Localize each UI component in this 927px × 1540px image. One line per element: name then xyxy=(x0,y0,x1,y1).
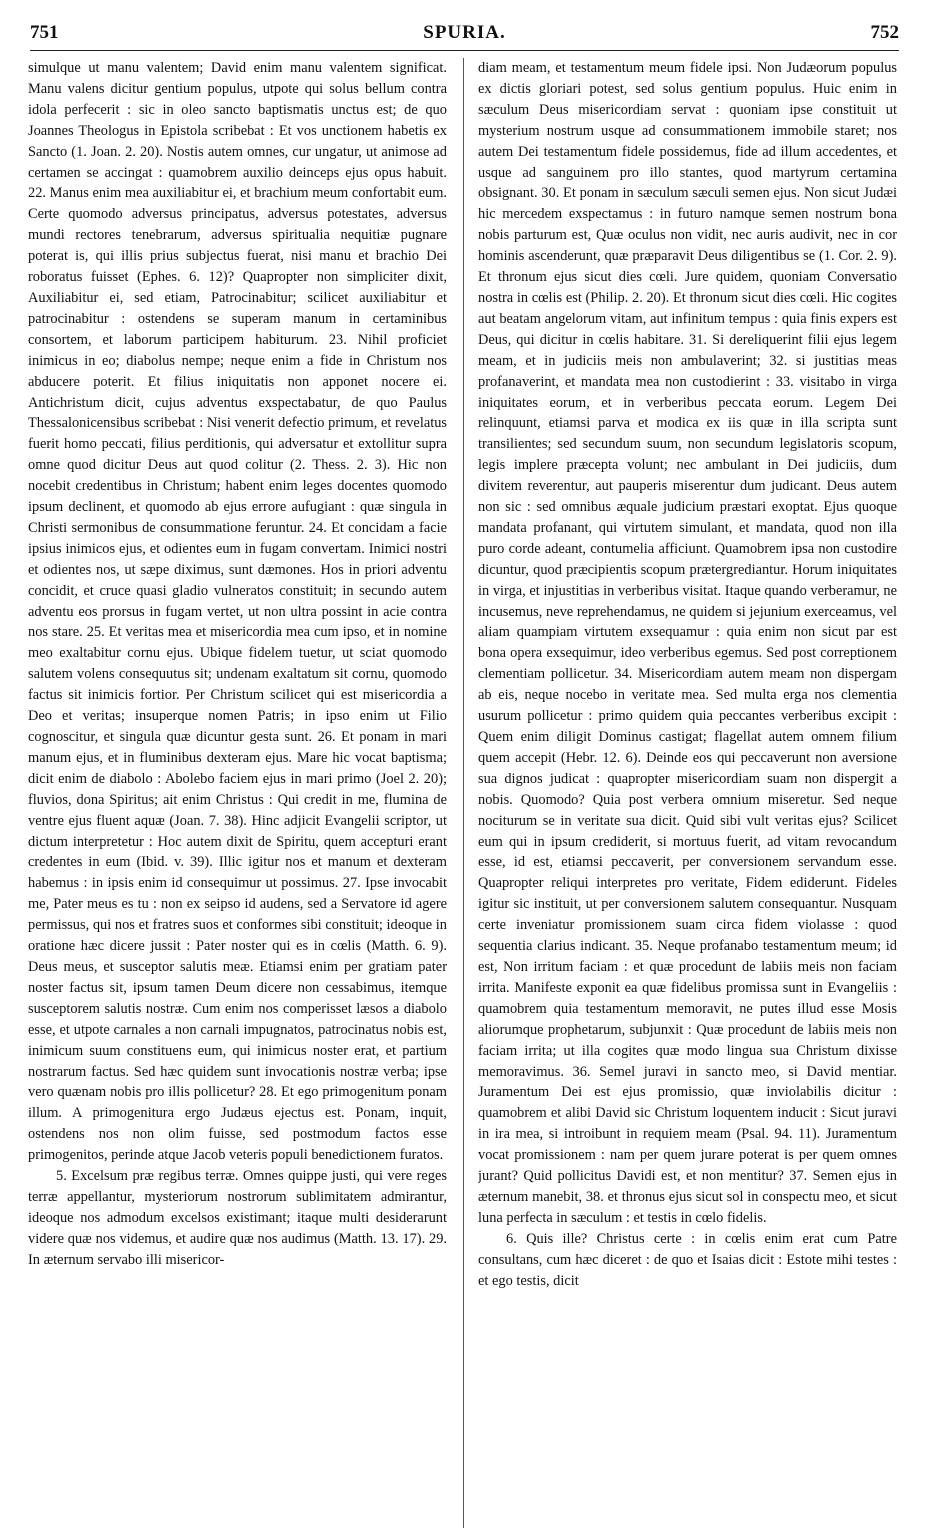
page-number-left: 751 xyxy=(30,22,59,43)
page-number-right: 752 xyxy=(870,22,899,43)
running-title: SPURIA. xyxy=(423,22,506,43)
left-paragraph-2: 5. Excelsum præ regibus terræ. Omnes quippe justi, qui vere reges terræ appellantur, mysteriorum nostrorum sublimitatem admirantur, ideoque nos admodum excelsos existimant; itaque multi desiderarunt videre quæ nos videmus, et audire quæ nos audimus (Matth. 13. 17). 29. In æternum servabo illi misericor- xyxy=(28,1168,447,1268)
right-paragraph-1: diam meam, et testamentum meum fidele ipsi. Non Judæorum populus ex dictis gloriari potest, sed solus gentium populus. Huic enim in sæculum Deus misericordiam servat : quoniam ipse constituit ut mysterium nostrum usque ad consummationem immobile staret; nos autem Dei testamentum fidele possidemus, fide ad illum accedentes, et usque ad sanguinem pro illo stantes, quod martyrum certamina obsignant. 30. Et ponam in sæculum sæculi semen ejus. Non sicut Judæi hic mercedem exspectamus : in futuro namque semen nostrum bona nobis parturum est, Quæ oculus non vidit, nec auris audivit, nec in cor hominis ascenderunt, quæ præparavit Deus diligentibus se (1. Cor. 2. 9). Et thronum ejus sicut dies cœli. Jure quidem, quoniam Conversatio nostra in cœlis est (Philip. 2. 20). Et thronum sicut dies cœli. Hic cogites aut beatam angelorum vitam, aut infinitum tempus : quia finis expers est Deus, qui dicitur in cœlis habitare. 31. Si dereliquerint filii ejus legem meam, et in judiciis meis non ambulaverint; 32. si justitias meas profanaverint, et mandata mea non custodierint : 33. visitabo in virga iniquitates eorum, et in verberibus peccata eorum. Legem Dei relinquunt, etiamsi parva et modica ex iis quæ in illa scripta sunt transilientes; sed secundum suum, non secundum legislatoris scopum, legis implere præcepta volunt; nec ambulant in Dei judiciis, dum divitem reverentur, aut pauperis miserentur dum judicant. Deus autem non sic : sed omnibus æquale judicium præstari exoptat. Ejus quoque mandata profanant, qui virtutem simulant, et mandata, quod non illa puro corde adeant, contumelia afficiunt. Quamobrem ipsa non custodire dicuntur, quod præcipientis scopum prætergrediantur. Horum iniquitates in virga, et injustitias in verberibus visitat. Itaque quando verberamur, ne incusemus, neve reprehendamus, ne quidem si jejunium exerceamus, vel aliam quampiam virtutem exsequamur : quia enim non sicut par est bona opera exsequimur, ideo verberibus egemus. Sed post correptionem clementiam pollicetur. 34. Misericordiam autem meam non dispergam ab eis, neque nocebo in veritate mea. Sed multa erga nos clementia usurum pollicetur : primo quidem quia peccantes verberibus excipit : Quem enim diligit Dominus castigat; flagellat autem omnem filium quem accepit (Hebr. 12. 6). Deinde eos qui peccaverunt non aversione sua dignos judicat : quapropter misericordiam suam non dispergit a nobis. Quomodo? Quia post verbera omnium miseretur. Sed neque nociturum se in veritate sua dicit. Quid sibi vult veritas ejus? Scilicet eum qui in ipsum crediderit, si mortuus fuerit, ad vitam revocandum esse, id est, etiamsi peccaverit, per conversionem servandum esse. Quapropter reliqui interpretes pro veritate, Fidem ediderunt. Fideles igitur sic instituit, ut per conversionem salutem consequantur. Nusquam certe inveniatur promissionem suam circa fidem violasse : quod sequentia clarius indicant. 35. Neque profanabo testamentum meum; id est, Non irritum faciam : et quæ procedunt de labiis meis non faciam irrita. Manifeste exponit ea quæ fidelibus promissa sunt in Evangeliis : quamobrem quia testamentum memoravit, ne putes illud esse Mosis aliorumque prophetarum, subjunxit : Quæ procedunt de labiis meis non faciam irrita; ut illa cogites quæ modo lingua sua Christum dixisse memoravimus. 36. Semel juravi in sancto meo, si David mentiar. Juramentum Dei est ejus promissio, quæ inviolabilis dicitur : quamobrem et alibi David sic Christum loquentem inducit : Sicut juravi in ira mea, si introibunt in requiem meam (Psal. 94. 11). Juramentum vocat promissionem : nam per quem jurare poterat is per quem omnes jurant? Quid pollicitus Davidi est, et non mentitur? 37. Semen ejus in æternum manebit, 38. et thronus ejus sicut sol in conspectu meo, et sicut luna perfecta in sæculum : et testis in cœlo fidelis. xyxy=(478,60,897,1226)
page-header xyxy=(30,22,899,50)
left-paragraph-1: simulque ut manu valentem; David enim manu valentem significat. Manu valens dicitur gentium populus, utpote qui solus bellum contra idola perfecerit : sic in oleo sancto baptismatis unctus est; de quo Joannes Theologus in Epistola scribebat : Et vos unctionem habetis ex Sancto (1. Joan. 2. 20). Nostis autem omnes, cur ungatur, ut animose ad certamen se accingat : quamobrem auxilio deinceps ejus opus habuit. 22. Manus enim mea auxiliabitur ei, et brachium meum confortabit eum. Certe quomodo adversus principatus, adversus potestates, adversus mundi rectores tenebrarum, adversus spiritualia nequitiæ pugnare poterat is, qui illis prius subjectus fuerat, nisi manu et brachio Dei roboratus fuisset (Ephes. 6. 12)? Quapropter non simpliciter dixit, Auxiliabitur ei, sed etiam, Patrocinabitur; scilicet auxiliabitur et patrocinabitur : ostendens se superam manum in certaminibus consortem, et laborum participem habiturum. 23. Nihil proficiet inimicus in eo; diabolus nempe; neque enim a fide in Christum nos abducere poterit. Et filius iniquitatis non apponet nocere ei. Antichristum dicit, cujus adventus exspectabatur, de quo Paulus Thessalonicensibus scribebat : Nisi venerit defectio primum, et revelatus fuerit homo peccati, filius perditionis, qui adversatur et extollitur supra omne quod dicitur Deus aut quod colitur (2. Thess. 2. 3). Hic non nocebit credentibus in Christum; habent enim leges docentes quomodo ipsum declinent, et quomodo ab ejus errore aufugiant : quæ singula in Christi sermonibus de consummatione feruntur. 24. Et concidam a facie ipsius inimicos ejus, et odientes eum in fugam convertam. Inimici nostri et odientes nos, ut sæpe diximus, sunt dæmones. Hos in priori adventu concidit, et cruce quasi gladio vulneratos constituit; in secundo autem adventu eos prorsus in fugam vertet, ut non ultra possint in acie contra nos stare. 25. Et veritas mea et misericordia mea cum ipso, et in nomine meo exaltabitur cornu ejus. Ubique fidelem tuetur, ut sciat quomodo salutem volens consequutus sit; undenam exaltatum sit cornu, quomodo factus sit inimicis fortior. Per Christum scilicet qui est misericordia a Deo et veritas; insuperque nomen Patris; in ipso enim ut Filio cognoscitur, et singula quæ dicuntur gesta sunt. 26. Et ponam in mari manum ejus, et in fluminibus dexteram ejus. Mare hic vocat baptisma; dicit enim de diabolo : Abolebo faciem ejus in mari primo (Joel 2. 20); fluvios, dona Spiritus; ait enim Christus : Qui credit in me, flumina de ventre ejus fluent aquæ (Joan. 7. 38). Hinc adjicit Evangelii scriptor, ut dictum interpretetur : Hoc autem dixit de Spiritu, quem accepturi erant credentes in eum (Ibid. v. 39). Illic igitur nos et manum et dexteram habemus : in ipsis enim id consequimur ut possimus. 27. Ipse invocabit me, Pater meus es tu : non ex seipso id audens, sed a Servatore id agere permissus, qui nos et fratres suos et conformes sibi constituit; ideoque in oratione hæc dicere jussit : Pater noster qui es in cœlis (Matth. 6. 9). Deus meus, et susceptor salutis meæ. Etiamsi enim per gratiam pater noster factus sit, ipsum tamen Deum dicere non cessabimus, itemque susceptorem salutis nostræ. Cum enim nos comperisset læsos a diabolo esse, et utpote carnales a non carnali impugnatos, patrocinatus nobis est, inimicum suum constituens eum, qui inimicus noster erat, et partium nostrarum factus. Sed hæc quidem sunt invocationis nostræ verba; ipse vero quænam nobis pro illis pollicetur? 28. Et ego primogenitum ponam illum. A primogenitura ergo Judæus ejectus est. Ponam, inquit, ostendens nos non olim fuisse, sed postmodum factos esse primogenitos, perinde atque Jacob veteris populi benedictionem furatos. xyxy=(28,60,447,1164)
right-column xyxy=(478,58,897,1528)
left-column xyxy=(28,58,447,1528)
header-rule xyxy=(30,50,899,51)
right-paragraph-2: 6. Quis ille? Christus certe : in cœlis enim erat cum Patre consultans, cum hæc diceret : de quo et Isaias dicit : Estote mihi testes : et ego testis, dicit xyxy=(478,1230,897,1289)
column-divider xyxy=(463,58,464,1528)
